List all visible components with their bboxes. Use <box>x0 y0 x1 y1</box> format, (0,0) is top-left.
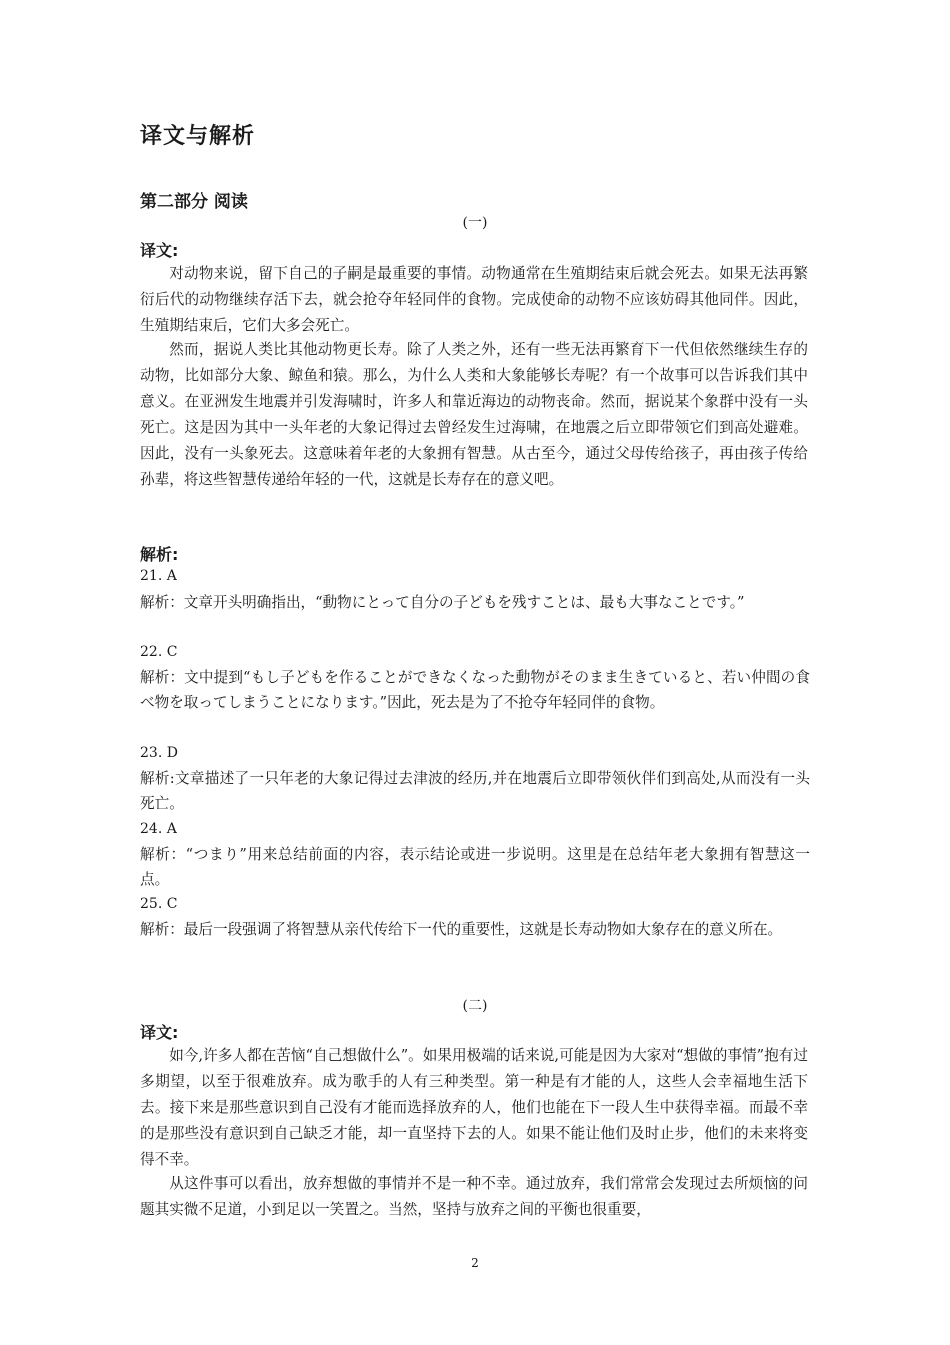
question-23-answer: 23. D <box>140 745 178 761</box>
passage-1-paragraph-2: 然而，据说人类比其他动物更长寿。除了人类之外，还有一些无法再繁育下一代但依然继续生存的动物，比如部分大象、鲸鱼和猿。那么，为什么人类和大象能够长寿呢？有一个故事可以告诉我们其中意义。在亚洲发生地震并引发海啸时，许多人和靠近海边的动物丧命。然而，据说某个象群中没有一头死亡。这是因为其中一头年老的大象记得过去曾经发生过海啸，在地震之后立即带领它们到高处避难。因此，没有一头象死去。这意味着年老的大象拥有智慧。从古至今，通过父母传给孩子，再由孩子传给孙辈，将这些智慧传递给年轻的一代，这就是长寿存在的意义吧。 <box>140 341 808 488</box>
question-24-explanation: 解析：“つまり”用来总结前面的内容，表示结论或进一步说明。这里是在总结年老大象拥有智慧这一点。 <box>140 846 810 888</box>
passage-2-paragraph-1: 如今,许多人都在苦恼“自己想做什么”。如果用极端的话来说,可能是因为大家对“想做的事情”抱有过多期望，以至于很难放弃。成为歌手的人有三种类型。第一种是有才能的人，这些人会幸福地生活下去。接下来是那些意识到自己没有才能而选择放弃的人，他们也能在下一段人生中获得幸福。而最不幸的是那些没有意识到自己缺乏才能，却一直坚持下去的人。如果不能让他们及时止步，他们的未来将变得不幸。 <box>140 1047 808 1168</box>
question-21-explanation: 解析：文章开头明确指出，“動物にとって自分の子どもを残すことは、最も大事なことです。” <box>140 594 745 611</box>
passage-1-number: (一) <box>462 215 488 231</box>
page-number: 2 <box>471 1256 479 1270</box>
passage-1-analysis-label: 解析: <box>140 545 179 564</box>
passage-1-translation-label: 译文: <box>140 241 179 260</box>
section-title: 第二部分 阅读 <box>140 192 248 212</box>
passage-2-translation-label: 译文: <box>140 1023 179 1042</box>
page-title: 译文与解析 <box>140 124 256 149</box>
question-22-answer: 22. C <box>140 644 178 660</box>
question-24-answer: 24. A <box>140 821 177 837</box>
question-25-explanation: 解析：最后一段强调了将智慧从亲代传给下一代的重要性，这就是长寿动物如大象存在的意义所在。 <box>140 921 783 938</box>
question-22-explanation: 解析：文中提到“もし子どもを作ることができなくなった動物がそのまま生きていると、若い仲間の食べ物を取ってしまうことになります。”因此，死去是为了不抢夺年轻同伴的食物。 <box>140 669 810 711</box>
passage-2-number: (二) <box>462 998 488 1014</box>
question-25-answer: 25. C <box>140 896 178 912</box>
question-23-explanation: 解析:文章描述了一只年老的大象记得过去津波的经历,并在地震后立即带领伙伴们到高处,从而没有一头死亡。 <box>140 770 810 812</box>
passage-1-paragraph-1: 对动物来说，留下自己的子嗣是最重要的事情。动物通常在生殖期结束后就会死去。如果无法再繁衍后代的动物继续存活下去，就会抢夺年轻同伴的食物。完成使命的动物不应该妨碍其他同伴。因此，生殖期结束后，它们大多会死亡。 <box>140 265 808 334</box>
question-21-answer: 21. A <box>140 568 177 584</box>
passage-2-paragraph-2: 从这件事可以看出，放弃想做的事情并不是一种不幸。通过放弃，我们常常会发现过去所烦恼的问题其实微不足道，小到足以一笑置之。当然，坚持与放弃之间的平衡也很重要， <box>140 1175 808 1218</box>
